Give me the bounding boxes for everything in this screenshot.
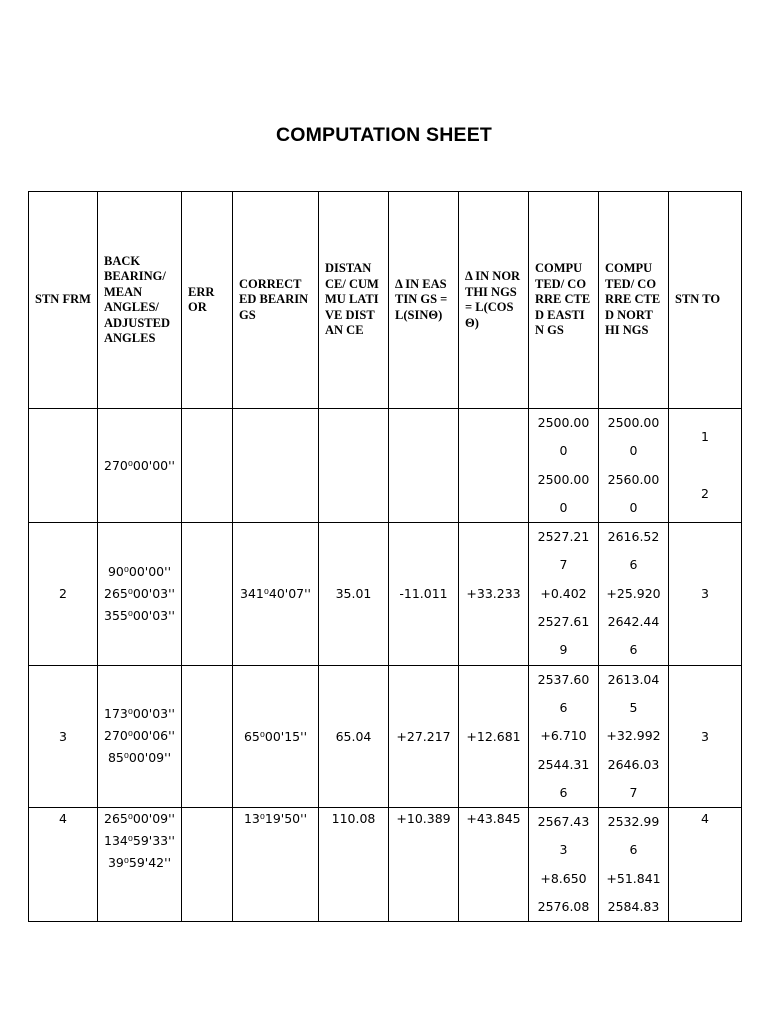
northing-line: 5	[629, 699, 638, 715]
error-cell	[182, 523, 233, 665]
easting-line: 0	[559, 499, 568, 515]
eastings-cell	[529, 523, 599, 665]
stn-to-cell: 3	[669, 523, 742, 665]
angle-value: 85⁰00'09''	[107, 750, 172, 766]
page-title: COMPUTATION SHEET	[275, 124, 493, 146]
angles-cell	[98, 665, 182, 807]
header-stn-frm: STN FRM	[29, 192, 98, 409]
bearing-cell: 13⁰19'50''	[233, 808, 319, 922]
delta-east-cell: +10.389	[389, 808, 459, 922]
table-row	[29, 523, 742, 665]
angles-cell	[98, 523, 182, 665]
stn-frm-cell: 4	[29, 808, 98, 922]
northings-cell	[599, 808, 669, 922]
easting-line: 9	[559, 642, 568, 658]
delta-east-cell: -11.011	[389, 523, 459, 665]
delta-east-cell	[389, 409, 459, 523]
northing-line: 2532.99	[607, 814, 660, 830]
northing-line: 0	[629, 499, 638, 515]
angles-cell	[98, 409, 182, 523]
angles-cell	[98, 808, 182, 922]
northing-line: 6	[629, 642, 638, 658]
stn-frm-cell: 2	[29, 523, 98, 665]
easting-line: +0.402	[540, 585, 587, 601]
stn-to-value: 1	[701, 429, 709, 445]
eastings-cell	[529, 409, 599, 523]
northing-line: +51.841	[606, 870, 661, 886]
stn-to-cell: 4	[669, 808, 742, 922]
distance-cell	[319, 409, 389, 523]
delta-north-cell: +43.845	[459, 808, 529, 922]
northing-line: 7	[629, 784, 638, 800]
delta-north-cell	[459, 409, 529, 523]
northing-line: 6	[629, 842, 638, 858]
northing-line: +32.992	[606, 728, 661, 744]
easting-line: 2576.08	[537, 899, 590, 915]
easting-line: 7	[559, 557, 568, 573]
easting-line: 2537.60	[537, 671, 590, 687]
angle-value: 39⁰59'42''	[107, 855, 172, 871]
angle-value: 270⁰00'00''	[104, 457, 175, 473]
northing-line: 0	[629, 443, 638, 459]
easting-line: 2500.00	[537, 415, 590, 430]
header-row	[29, 192, 742, 409]
easting-line: 0	[559, 443, 568, 459]
angle-value: 134⁰59'33''	[104, 833, 175, 849]
angle-value: 90⁰00'00''	[107, 563, 172, 579]
easting-line: 6	[559, 784, 568, 800]
header-delta-eastings: Δ IN EASTIN GS = L(SINΘ)	[389, 192, 459, 409]
header-distance: DISTAN CE/ CUMMU LATIVE DISTAN CE	[319, 192, 389, 409]
distance-cell: 65.04	[319, 665, 389, 807]
error-cell	[182, 808, 233, 922]
angle-value: 265⁰00'09''	[104, 811, 175, 827]
northing-line: 2616.52	[607, 529, 660, 545]
header-computed-eastings: COMPU TED/ CORRE CTED EASTIN GS	[529, 192, 599, 409]
stn-frm-cell: 3	[29, 665, 98, 807]
header-delta-northings: Δ IN NORTHI NGS = L(COSΘ)	[459, 192, 529, 409]
northings-cell	[599, 409, 669, 523]
stn-to-value: 2	[701, 485, 709, 501]
easting-line: 2527.21	[537, 529, 590, 545]
easting-line: 2567.43	[537, 814, 590, 830]
easting-line: 2527.61	[537, 614, 590, 630]
error-cell	[182, 409, 233, 523]
bearing-cell: 341⁰40'07''	[233, 523, 319, 665]
computation-table	[28, 191, 742, 922]
delta-north-cell: +12.681	[459, 665, 529, 807]
easting-line: 6	[559, 699, 568, 715]
stn-to-cell	[669, 409, 742, 523]
northings-cell	[599, 665, 669, 807]
bearing-cell	[233, 409, 319, 523]
northing-line: 2642.44	[607, 614, 660, 630]
easting-line: +8.650	[540, 870, 587, 886]
northing-line: 2646.03	[607, 756, 660, 772]
angle-value: 355⁰00'03''	[104, 607, 175, 623]
stn-to-cell: 3	[669, 665, 742, 807]
table-row	[29, 808, 742, 922]
stn-frm-cell	[29, 409, 98, 523]
error-cell	[182, 665, 233, 807]
easting-line: 2544.31	[537, 756, 590, 772]
header-back-bearing: BACK BEARING/ MEAN ANGLES/ ADJUSTED ANGLES	[98, 192, 182, 409]
northing-line: 2560.00	[607, 471, 660, 487]
distance-cell: 110.08	[319, 808, 389, 922]
eastings-cell	[529, 665, 599, 807]
northing-line: 2613.04	[607, 671, 660, 687]
angle-value: 270⁰00'06''	[104, 728, 175, 744]
header-stn-to: STN TO	[669, 192, 742, 409]
eastings-cell	[529, 808, 599, 922]
northing-line: 2500.00	[607, 415, 660, 430]
delta-north-cell: +33.233	[459, 523, 529, 665]
easting-line: +6.710	[540, 728, 587, 744]
header-error: ERR OR	[182, 192, 233, 409]
northings-cell	[599, 523, 669, 665]
angle-value: 265⁰00'03''	[104, 585, 175, 601]
northing-line: 2584.83	[607, 899, 660, 915]
easting-line: 3	[559, 842, 568, 858]
easting-line: 2500.00	[537, 471, 590, 487]
header-computed-northings: COMPU TED/ CORRE CTED NORTHI NGS	[599, 192, 669, 409]
angle-value: 173⁰00'03''	[104, 706, 175, 722]
bearing-cell: 65⁰00'15''	[233, 665, 319, 807]
distance-cell: 35.01	[319, 523, 389, 665]
delta-east-cell: +27.217	[389, 665, 459, 807]
header-corrected-bearings: CORRECT ED BEARINGS	[233, 192, 319, 409]
northing-line: 6	[629, 557, 638, 573]
table-row	[29, 665, 742, 807]
northing-line: +25.920	[606, 585, 661, 601]
table-row	[29, 409, 742, 523]
